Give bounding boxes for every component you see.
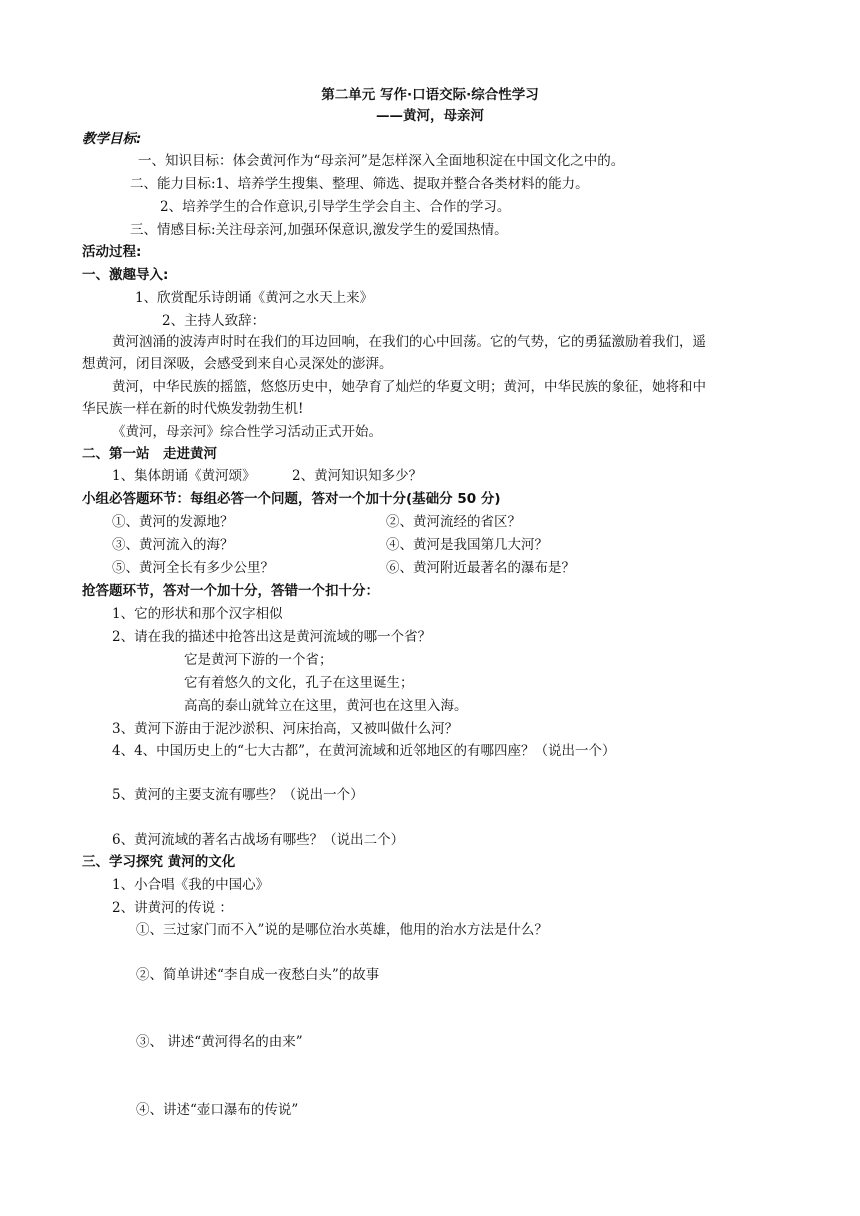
quick-round-heading: 抢答题环节，答对一个加十分，答错一个扣十分： bbox=[82, 583, 379, 599]
s3-item-2: 2、讲黄河的传说 ： bbox=[112, 900, 233, 916]
speech-p1-line1: 黄河汹涌的波涛声时时在我们的耳边回响，在我们的心中回荡。它的气势，它的勇猛激励着我们，遥 bbox=[112, 334, 706, 350]
group-question: ①、黄河的发源地？ bbox=[112, 514, 234, 530]
quick-question: 5、黄河的主要支流有哪些？（说出一个） bbox=[112, 787, 364, 803]
s1-item-2: 2、主持人致辞： bbox=[162, 313, 266, 329]
page-subtitle: ——黄河，母亲河 bbox=[376, 108, 484, 124]
s2-item-2: 2、黄河知识知多少？ bbox=[292, 468, 423, 484]
group-question: ⑥、黄河附近最著名的瀑布是？ bbox=[386, 560, 575, 576]
legend-item: ④、讲述“壶口瀑布的传说” bbox=[136, 1102, 299, 1118]
s3-item-1: 1、小合唱《我的中国心》 bbox=[112, 877, 270, 893]
legend-item: ③、 讲述“黄河得名的由来” bbox=[136, 1034, 303, 1050]
s2-item-1: 1、集体朗诵《黄河颂》 bbox=[112, 468, 256, 484]
goal-ability-2: 2、培养学生的合作意识,引导学生学会自主、合作的学习。 bbox=[160, 199, 511, 215]
quick-clue: 它是黄河下游的一个省； bbox=[184, 652, 333, 668]
quick-question: 6、黄河流域的著名古战场有哪些？（说出二个） bbox=[112, 832, 405, 848]
group-question: ④、黄河是我国第几大河？ bbox=[386, 537, 548, 553]
page-title: 第二单元 写作·口语交际·综合性学习 bbox=[321, 87, 539, 103]
legend-item: ①、三过家门而不入”说的是哪位治水英雄，他用的治水方法是什么？ bbox=[136, 922, 548, 938]
goal-knowledge: 一、知识目标：体会黄河作为“母亲河”是怎样深入全面地积淀在中国文化之中的。 bbox=[138, 153, 625, 169]
speech-p2-line2: 华民族一样在新的时代焕发勃勃生机! bbox=[82, 401, 304, 417]
section-2-heading: 二、第一站 走进黄河 bbox=[82, 446, 217, 462]
goal-ability-1: 二、能力目标:1、培养学生搜集、整理、筛选、提取并整合各类材料的能力。 bbox=[130, 176, 589, 192]
speech-p3: 《黄河，母亲河》综合性学习活动正式开始。 bbox=[112, 424, 382, 440]
section-1-heading: 一、激趣导入: bbox=[82, 267, 169, 283]
speech-p1-line2: 想黄河，闭目深吸，会感受到来自心灵深处的澎湃。 bbox=[82, 356, 393, 372]
speech-p2-line1: 黄河，中华民族的摇篮，悠悠历史中，她孕育了灿烂的华夏文明；黄河，中华民族的象征，她将和中 bbox=[112, 379, 706, 395]
quick-clue: 它有着悠久的文化，孔子在这里诞生； bbox=[184, 675, 414, 691]
goals-heading: 教学目标: bbox=[82, 131, 142, 147]
s1-item-1: 1、欣赏配乐诗朗诵《黄河之水天上来》 bbox=[135, 290, 374, 306]
section-3-heading: 三、学习探究 黄河的文化 bbox=[82, 854, 236, 870]
group-question: ⑤、黄河全长有多少公里？ bbox=[112, 560, 274, 576]
group-question: ③、黄河流入的海？ bbox=[112, 537, 234, 553]
quick-question: 2、请在我的描述中抢答出这是黄河流域的哪一个省？ bbox=[112, 629, 432, 645]
group-question: ②、黄河流经的省区？ bbox=[386, 514, 521, 530]
quick-question: 1、它的形状和那个汉字相似 bbox=[112, 606, 283, 622]
legend-item: ②、简单讲述“李自成一夜愁白头”的故事 bbox=[136, 967, 380, 983]
group-round-heading: 小组必答题环节：每组必答一个问题，答对一个加十分(基础分 50 分) bbox=[82, 491, 501, 507]
quick-question: 4、4、中国历史上的“七大古都”，在黄河流域和近邻地区的有哪四座？（说出一个） bbox=[112, 743, 616, 759]
quick-clue: 高高的泰山就耸立在这里，黄河也在这里入海。 bbox=[184, 698, 468, 714]
process-heading: 活动过程: bbox=[82, 244, 142, 260]
goal-emotion: 三、情感目标:关注母亲河,加强环保意识,激发学生的爱国热情。 bbox=[130, 222, 508, 238]
quick-question: 3、黄河下游由于泥沙淤积、河床抬高，又被叫做什么河？ bbox=[112, 721, 459, 737]
